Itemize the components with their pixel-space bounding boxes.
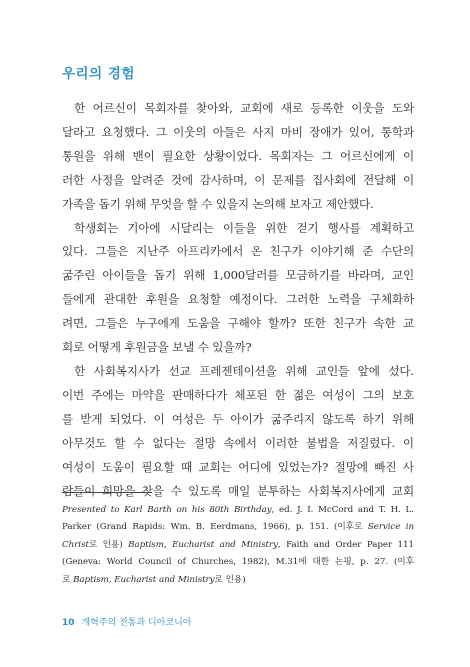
paragraph: [62, 97, 414, 217]
footnote-divider: [62, 492, 152, 493]
text-line: 려면, 그들은 누구에게 도움을 구해야 할까? 또한 친구가 속한 교: [62, 316, 414, 331]
text-line: 를 받게 되었다. 이 여성은 두 아이가 굶주리지 않도록 하기 위해: [62, 411, 414, 426]
footnote-line: Presented to Karl Barth on his 80th Birthday, ed. J. I. McCord and T. H. L.: [62, 505, 414, 515]
footnote-line: (Geneva: World Council of Churches, 1982), M.31에 대한 논평, p. 27. (이후: [62, 557, 414, 568]
footnote-line: Parker (Grand Rapids: Wm. B. Eerdmans, 1966), p. 151. (이후로 Service in: [62, 522, 414, 533]
footnote-line: Christ로 인용) Baptism, Eucharist and Ministry, Faith and Order Paper 111: [62, 539, 414, 550]
text-line: 굶주린 아이들을 돕기 위해 1,000달러를 모금하기를 바라며, 교인: [62, 268, 414, 283]
text-line: 있다. 그들은 지난주 아프리카에서 온 친구가 이야기해 준 수단의: [62, 244, 414, 259]
section-title: 우리의 경험: [62, 66, 135, 82]
footnote: [62, 502, 414, 589]
text-line: 회로 어떻게 후원금을 보낼 수 있을까?: [62, 340, 252, 355]
text-line: 이번 주에는 마약을 판매하다가 체포된 한 젊은 여성이 그의 보호: [62, 387, 414, 402]
body-text: [62, 97, 414, 503]
text-line: 한 사회복지사가 선교 프레젠테이션을 위해 교인들 앞에 섰다.: [74, 363, 414, 378]
page-footer: [62, 615, 191, 628]
text-line: 달라고 요청했다. 그 이웃의 아들은 사지 마비 장애가 있어, 통학과: [62, 124, 414, 139]
running-title: 개혁주의 전통과 디아코니아: [81, 618, 192, 628]
text-line: 러한 사정을 알려준 것에 감사하며, 이 문제를 집사회에 전달해 이: [62, 172, 414, 187]
text-line: 통원을 위해 밴이 필요한 상황이었다. 목회자는 그 어르신에게 이: [62, 148, 414, 163]
text-line: 들에게 관대한 후원을 요청할 예정이다. 그러한 노력을 구체화하: [62, 292, 414, 307]
paragraph: [62, 217, 414, 360]
text-line: 한 어르신이 목회자를 찾아와, 교회에 새로 등록한 이웃을 도와: [74, 101, 414, 115]
text-line: 학생회는 기아에 시달리는 이들을 위한 걷기 행사를 계획하고: [74, 220, 414, 235]
text-line: 여성이 도움이 필요할 때 교회는 어디에 있었는가? 절망에 빠진 사: [62, 459, 414, 474]
footnote-line: 로 Baptism, Eucharist and Ministry로 인용): [62, 574, 246, 585]
text-line: 아무것도 할 수 없다는 절망 속에서 이러한 불법을 저질렀다. 이: [62, 435, 414, 450]
paragraph: [62, 360, 414, 503]
text-line: 람들이 희망을 찾을 수 있도록 매일 분투하는 사회복지사에게 교회: [62, 483, 414, 498]
text-line: 가족을 돕기 위해 무엇을 할 수 있을지 논의해 보자고 제안했다.: [62, 196, 374, 211]
page-number: 10: [62, 618, 75, 628]
